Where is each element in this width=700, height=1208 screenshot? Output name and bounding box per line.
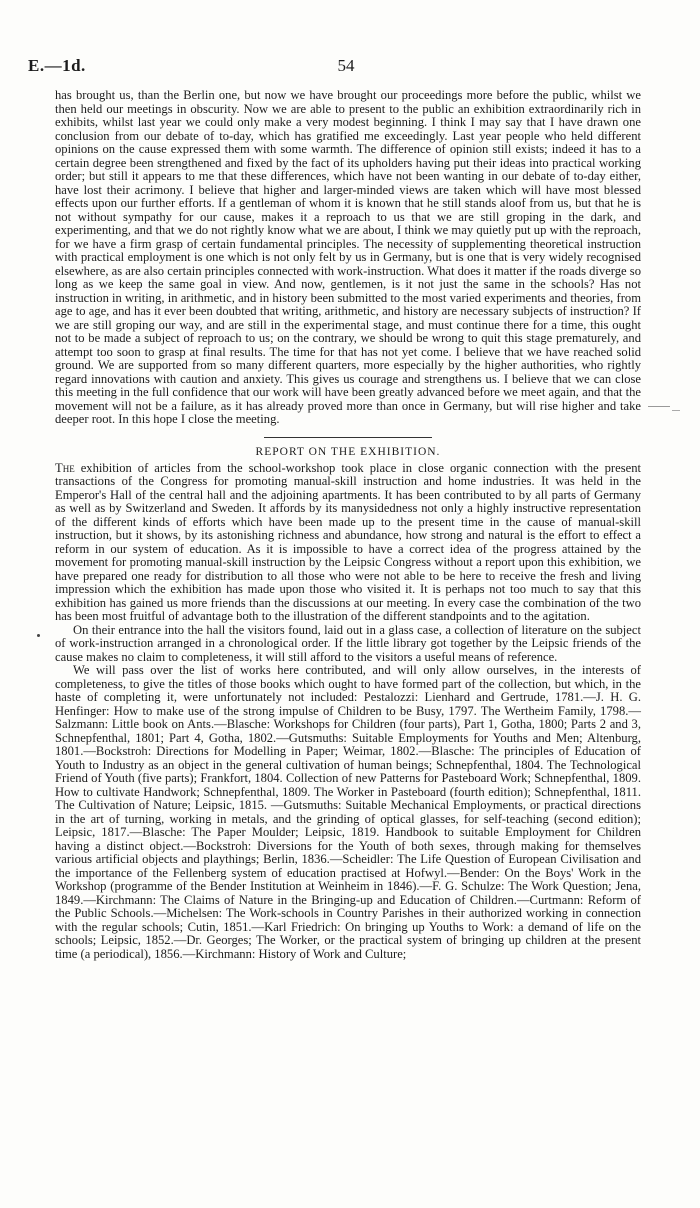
closing-speech-paragraph: has brought us, than the Berlin one, but now we have brought our proceedings more before the public, whilst we then held our meetings in obscurity. Now we are able to present to the public an exhibition extraordinarily rich in exhibits, whilst last year we could only make a very modest beginning. I think I may say that I have drawn one conclusion from our debate of to-day, which has gratified me exceedingly. Last year people who held different opinions on the cause expressed them with some warmth. The difference of opinion still exists; indeed it has to a certain degree been strengthened and fixed by the fact of its upholders having put their ideas into practical working order; but still it appears to me that these differences, which have not been wanting in our debate of to-day either, have lost their acrimony. I believe that higher and larger-minded views are taken which will have most blessed effects upon our further efforts. If a gentleman of whom it is known that he still stands aloof from us, but that he is not without sympathy for our cause, makes it a reproach to us that we are still groping in the dark, and experimenting, and that we do not rightly know what we are about, I think we may quietly put up with the reproach, for we have a firm grasp of certain fundamental principles. The necessity of supplementing theoretical instruction with practical employment is one which is not only felt by us in Germany, but is one that is very widely recognised elsewhere, as are also certain principles connected with work-instruction. What does it matter if the roads diverge so long as we keep the same goal in view. And now, gentlemen, is it not just the same in the schools? Has not instruction in writing, in arithmetic, and in history been submitted to the most varied experiments and theories, from age to age, and has it ever been doubted that writing, arithmetic, and history are necessary subjects of instruction? If we are still groping our way, and are still in the experimental stage, and must continue there for a time, this ought not to be made a subject of reproach to us; on the contrary, we should be wrong to quit this stage prematurely, and attempt too soon to grasp at final results. The time for that has not yet come. I believe that we have reached solid ground. We are supported from so many different quarters, more especially by the higher authorities, who rightly regard innovations with caution and anxiety. This gives us courage and strengthens us. I believe that we can close this meeting in the full confidence that our work will have been greatly advanced before we meet again, and that the movement will not be a failure, as it has already proved more than once in Germany, but will rise higher and take deeper root. In this hope I close the meeting. (55, 88, 641, 426)
page-header (28, 56, 664, 78)
page-body (55, 89, 641, 961)
exhibition-paragraph-3: We will pass over the list of works here contributed, and will only allow ourselves, in the interests of completeness, to give the titles of those books which ought to have formed part of the collection, but which, in the haste of completing it, were unfortunately not included: Pestalozzi: Lienhard and Gertrude, 1781.—J. H. G. Henfinger: How to make use of the strong impulse of Children to be Busy, 1797. The Wertheim Family, 1798.—Salzmann: Little book on Ants.—Blasche: Workshops for Children (four parts), Part 1, Gotha, 1800; Parts 2 and 3, Schnepfenthal, 1801; Part 4, Gotha, 1802.—Gutsmuths: Suitable Employments for Youths and Men; Altenburg, 1801.—Bockstroh: Directions for Modelling in Paper; Weimar, 1802.—Blasche: The principles of Education of Youth to Industry as an object in the general cultivation of human beings; Schnepfenthal, 1804. The Technological Friend of Youth (five parts); Frankfort, 1804. Collection of new Patterns for Pasteboard Work; Schnepfenthal, 1809. How to cultivate Handwork; Schnepfenthal, 1809. The Worker in Pasteboard (fourth edition); Schnepfenthal, 1811. The Cultivation of Nature; Leipsic, 1815. —Gutsmuths: Suitable Mechanical Employments, or practical directions in the art of turning, working in metals, and the grinding of optical glasses, for self-teaching (second edition); Leipsic, 1817.—Blasche: The Paper Moulder; Leipsic, 1819. Handbook to suitable Employment for Children having a distinct object.—Bockstroh: Diversions for the Youth of both sexes, through making for themselves various artificial objects and playthings; Berlin, 1836.—Scheidler: The Life Question of European Civilisation and the importance of the Fellenberg system of education practised at Hofwyl.—Bender: On the Boys' Work in the Workshop (programme of the Bender Institution at Weinheim in 1846).—F. G. Schulze: The Work Question; Jena, 1849.—Kirchmann: The Claims of Nature in the Bringing-up and Education of Children.—Curtmann: Reform of the Public Schools.—Michelsen: The Work-schools in Country Parishes in their authorized working in connection with the regular schools; Cutin, 1851.—Karl Friedrich: On bringing up Youths to Work: a demand of life on the schools; Leipsic, 1852.—Dr. Georges; The Worker, or the practical system of bringing up children at the present time (a periodical), 1856.—Kirchmann: History of Work and Culture; (55, 663, 641, 961)
margin-mark-small (672, 410, 680, 411)
section-divider (264, 437, 432, 438)
exhibition-paragraph-1-text: exhibition of articles from the school-workshop took place in close organic connection with the present transactions of the Congress for promoting manual-skill instruction and home industries. It was held in the Emperor's Hall of the central hall and the adjoining apartments. It has been contributed to by all parts of Germany as well as by Switzerland and Sweden. It affords by its manysidedness not only a highly instructive representation of the different kinds of efforts which have been made up to the present time in the cause of manual-skill instruction, but it shows, by its astonishing richness and abundance, how strong and natural is the effort to effect a reform in our system of education. As it is impossible to have a correct idea of the progress attained by the movement for promoting manual-skill instruction by the Leipsic Congress without a report upon this exhibition, we have prepared one ready for distribution to all those who were not able to be here to receive the fresh and living impression which the exhibition has made upon those who visited it. It is perhaps not too much to say that this exhibition has gained us more friends than the discussions at our meeting. In every case the combination of the two has been most fruitful of advantage both to the illustration of the different standpoints and to the agitation. (55, 460, 641, 623)
margin-mark (648, 406, 670, 407)
lead-word: The (55, 460, 75, 475)
section-title: REPORT ON THE EXHIBITION. (255, 445, 441, 458)
document-reference: E.—1d. (28, 56, 86, 75)
exhibition-paragraph-2: On their entrance into the hall the visitors found, laid out in a glass case, a collection of literature on the subject of work-instruction arranged in a chronological order. If the little library got together by the Leipsic friends of the cause makes no claim to completeness, it will still afford to the visitors a useful means of reference. (55, 622, 641, 664)
margin-dot (37, 634, 40, 637)
exhibition-paragraph-1 (55, 462, 641, 624)
page-number: 54 (337, 56, 355, 75)
